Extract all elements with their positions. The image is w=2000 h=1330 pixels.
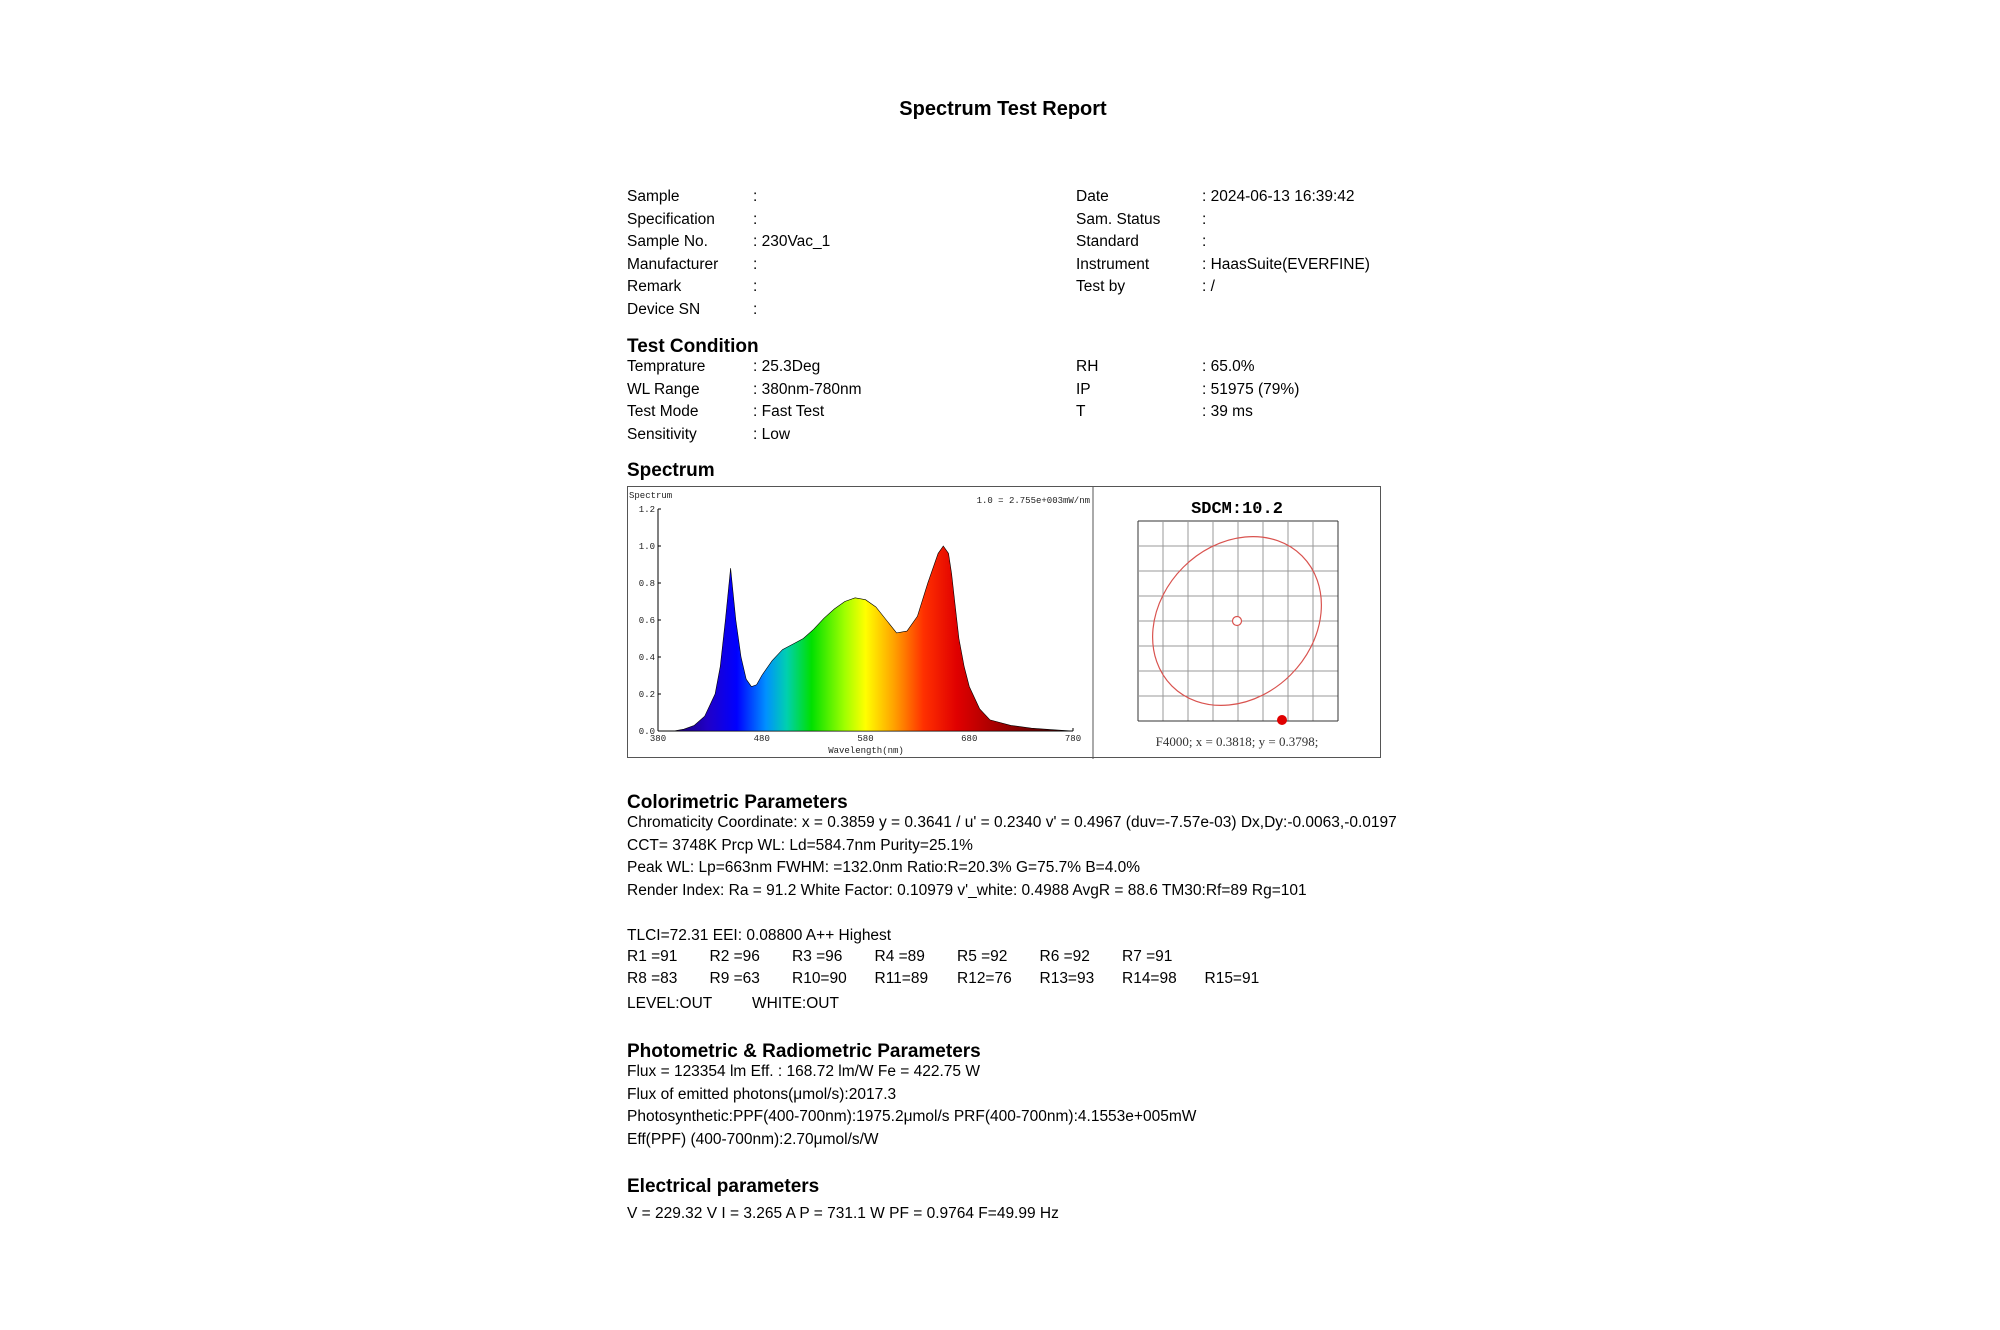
spectrum-chart bbox=[628, 487, 1382, 759]
photometric-heading: Photometric & Radiometric Parameters bbox=[627, 1041, 981, 1062]
measured-point bbox=[1277, 715, 1287, 725]
field-label: Specification bbox=[627, 210, 715, 228]
render-index-value: R14=98 bbox=[1122, 970, 1177, 987]
param-line: Chromaticity Coordinate: x = 0.3859 y = 0.3641 / u' = 0.2340 v' = 0.4967 (duv=-7.57e-03) Dx,Dy:-0.0063,-0.0197 bbox=[627, 814, 1397, 831]
y-tick-label: 0.2 bbox=[638, 690, 655, 700]
x-tick-label: 380 bbox=[649, 734, 667, 744]
render-index-value: R6 =92 bbox=[1039, 948, 1090, 965]
render-index-value: R10=90 bbox=[792, 970, 847, 987]
field-value: : HaasSuite(EVERFINE) bbox=[1202, 255, 1370, 273]
spectrum-figure bbox=[627, 486, 1381, 758]
param-line: Photosynthetic:PPF(400-700nm):1975.2μmol/s PRF(400-700nm):4.1553e+005mW bbox=[627, 1108, 1197, 1126]
field-label: Remark bbox=[627, 278, 682, 296]
field-label: Sample No. bbox=[627, 233, 708, 251]
render-index-value: R3 =96 bbox=[792, 948, 843, 965]
field-label: T bbox=[1076, 403, 1086, 421]
param-line: Peak WL: Lp=663nm FWHM: =132.0nm Ratio:R=20.3% G=75.7% B=4.0% bbox=[627, 859, 1141, 877]
field-label: Test by bbox=[1076, 278, 1126, 296]
field-value: : Low bbox=[753, 425, 791, 443]
field-value: : 51975 (79%) bbox=[1202, 380, 1300, 398]
render-index-value: R15=91 bbox=[1204, 970, 1260, 987]
field-value: : 380nm-780nm bbox=[753, 380, 862, 398]
field-value: : bbox=[1202, 210, 1207, 228]
field-label: Temprature bbox=[627, 358, 706, 375]
x-tick-label: 480 bbox=[753, 734, 770, 744]
y-tick-label: 0.6 bbox=[638, 616, 655, 626]
field-value: : bbox=[753, 210, 758, 228]
render-index-value: R12=76 bbox=[957, 970, 1012, 987]
render-index-value: R4 =89 bbox=[874, 948, 925, 965]
param-line: Flux of emitted photons(μmol/s):2017.3 bbox=[627, 1085, 897, 1103]
field-value: : bbox=[753, 188, 758, 205]
render-index-value: R2 =96 bbox=[709, 948, 760, 965]
field-label: Standard bbox=[1076, 233, 1139, 251]
render-index-value: R11=89 bbox=[874, 970, 929, 987]
sdcm-title: SDCM:10.2 bbox=[1191, 500, 1283, 519]
render-index-value: R7 =91 bbox=[1122, 948, 1173, 965]
y-tick-label: 1.0 bbox=[638, 542, 655, 552]
render-index-value: R5 =92 bbox=[957, 948, 1008, 965]
field-value: : bbox=[753, 255, 758, 273]
x-tick-label: 580 bbox=[857, 734, 874, 744]
field-label: Test Mode bbox=[627, 403, 699, 421]
colorimetric-heading: Colorimetric Parameters bbox=[627, 792, 848, 813]
field-value: : 230Vac_1 bbox=[753, 233, 831, 251]
param-line: CCT= 3748K Prcp WL: Ld=584.7nm Purity=25.1% bbox=[627, 836, 973, 854]
param-line: Eff(PPF) (400-700nm):2.70μmol/s/W bbox=[627, 1130, 879, 1148]
field-value: : bbox=[753, 301, 758, 318]
field-label: Sam. Status bbox=[1076, 210, 1161, 228]
render-index-value: R9 =63 bbox=[709, 970, 760, 987]
field-value: : 2024-06-13 16:39:42 bbox=[1202, 188, 1355, 205]
field-value: : bbox=[753, 278, 758, 296]
test-condition-heading: Test Condition bbox=[627, 336, 759, 357]
scale-note: 1.0 = 2.755e+003mW/nm bbox=[976, 496, 1090, 506]
render-index-value: R13=93 bbox=[1039, 970, 1095, 987]
field-label: Sample bbox=[627, 188, 680, 205]
field-value: : / bbox=[1202, 278, 1215, 296]
render-index-value: R1 =91 bbox=[627, 948, 678, 965]
param-line: Flux = 123354 lm Eff. : 168.72 lm/W Fe = 422.75 W bbox=[627, 1063, 980, 1080]
electrical-line: V = 229.32 V I = 3.265 A P = 731.1 W PF = 0.9764 F=49.99 Hz bbox=[627, 1205, 1059, 1222]
x-tick-label: 780 bbox=[1064, 734, 1082, 744]
param-line: Render Index: Ra = 91.2 White Factor: 0.10979 v'_white: 0.4988 AvgR = 88.6 TM30:Rf=89 Rg=101 bbox=[627, 881, 1307, 899]
electrical-heading: Electrical parameters bbox=[627, 1176, 820, 1197]
y-tick-label: 0.8 bbox=[638, 579, 655, 589]
x-axis-label: Wavelength(nm) bbox=[828, 746, 904, 756]
level-status: LEVEL:OUT bbox=[627, 995, 713, 1012]
spectrum-corner-label: Spectrum bbox=[629, 491, 673, 501]
y-tick-label: 1.2 bbox=[638, 505, 655, 515]
field-label: Date bbox=[1076, 188, 1109, 205]
tlci-line: TLCI=72.31 EEI: 0.08800 A++ Highest bbox=[627, 927, 892, 944]
field-label: Device SN bbox=[627, 301, 701, 318]
spectrum-area bbox=[658, 546, 1073, 731]
field-value: : 39 ms bbox=[1202, 403, 1253, 421]
field-label: IP bbox=[1076, 380, 1091, 398]
field-value: : bbox=[1202, 233, 1207, 251]
render-index-value: R8 =83 bbox=[627, 970, 678, 987]
spectrum-heading: Spectrum bbox=[627, 460, 715, 481]
field-value: : 25.3Deg bbox=[753, 358, 821, 375]
y-tick-label: 0.4 bbox=[638, 653, 655, 663]
field-label: Instrument bbox=[1076, 255, 1150, 273]
field-label: RH bbox=[1076, 358, 1099, 375]
field-label: Sensitivity bbox=[627, 425, 697, 443]
field-value: : Fast Test bbox=[753, 403, 825, 421]
white-status: WHITE:OUT bbox=[752, 995, 839, 1012]
x-tick-label: 680 bbox=[961, 734, 978, 744]
y-tick-label: 0.0 bbox=[638, 727, 655, 737]
sdcm-caption: F4000; x = 0.3818; y = 0.3798; bbox=[1155, 734, 1319, 749]
target-point bbox=[1233, 617, 1242, 626]
field-label: Manufacturer bbox=[627, 255, 719, 273]
report-title: Spectrum Test Report bbox=[899, 98, 1107, 120]
field-value: : 65.0% bbox=[1202, 358, 1255, 375]
field-label: WL Range bbox=[627, 380, 700, 398]
